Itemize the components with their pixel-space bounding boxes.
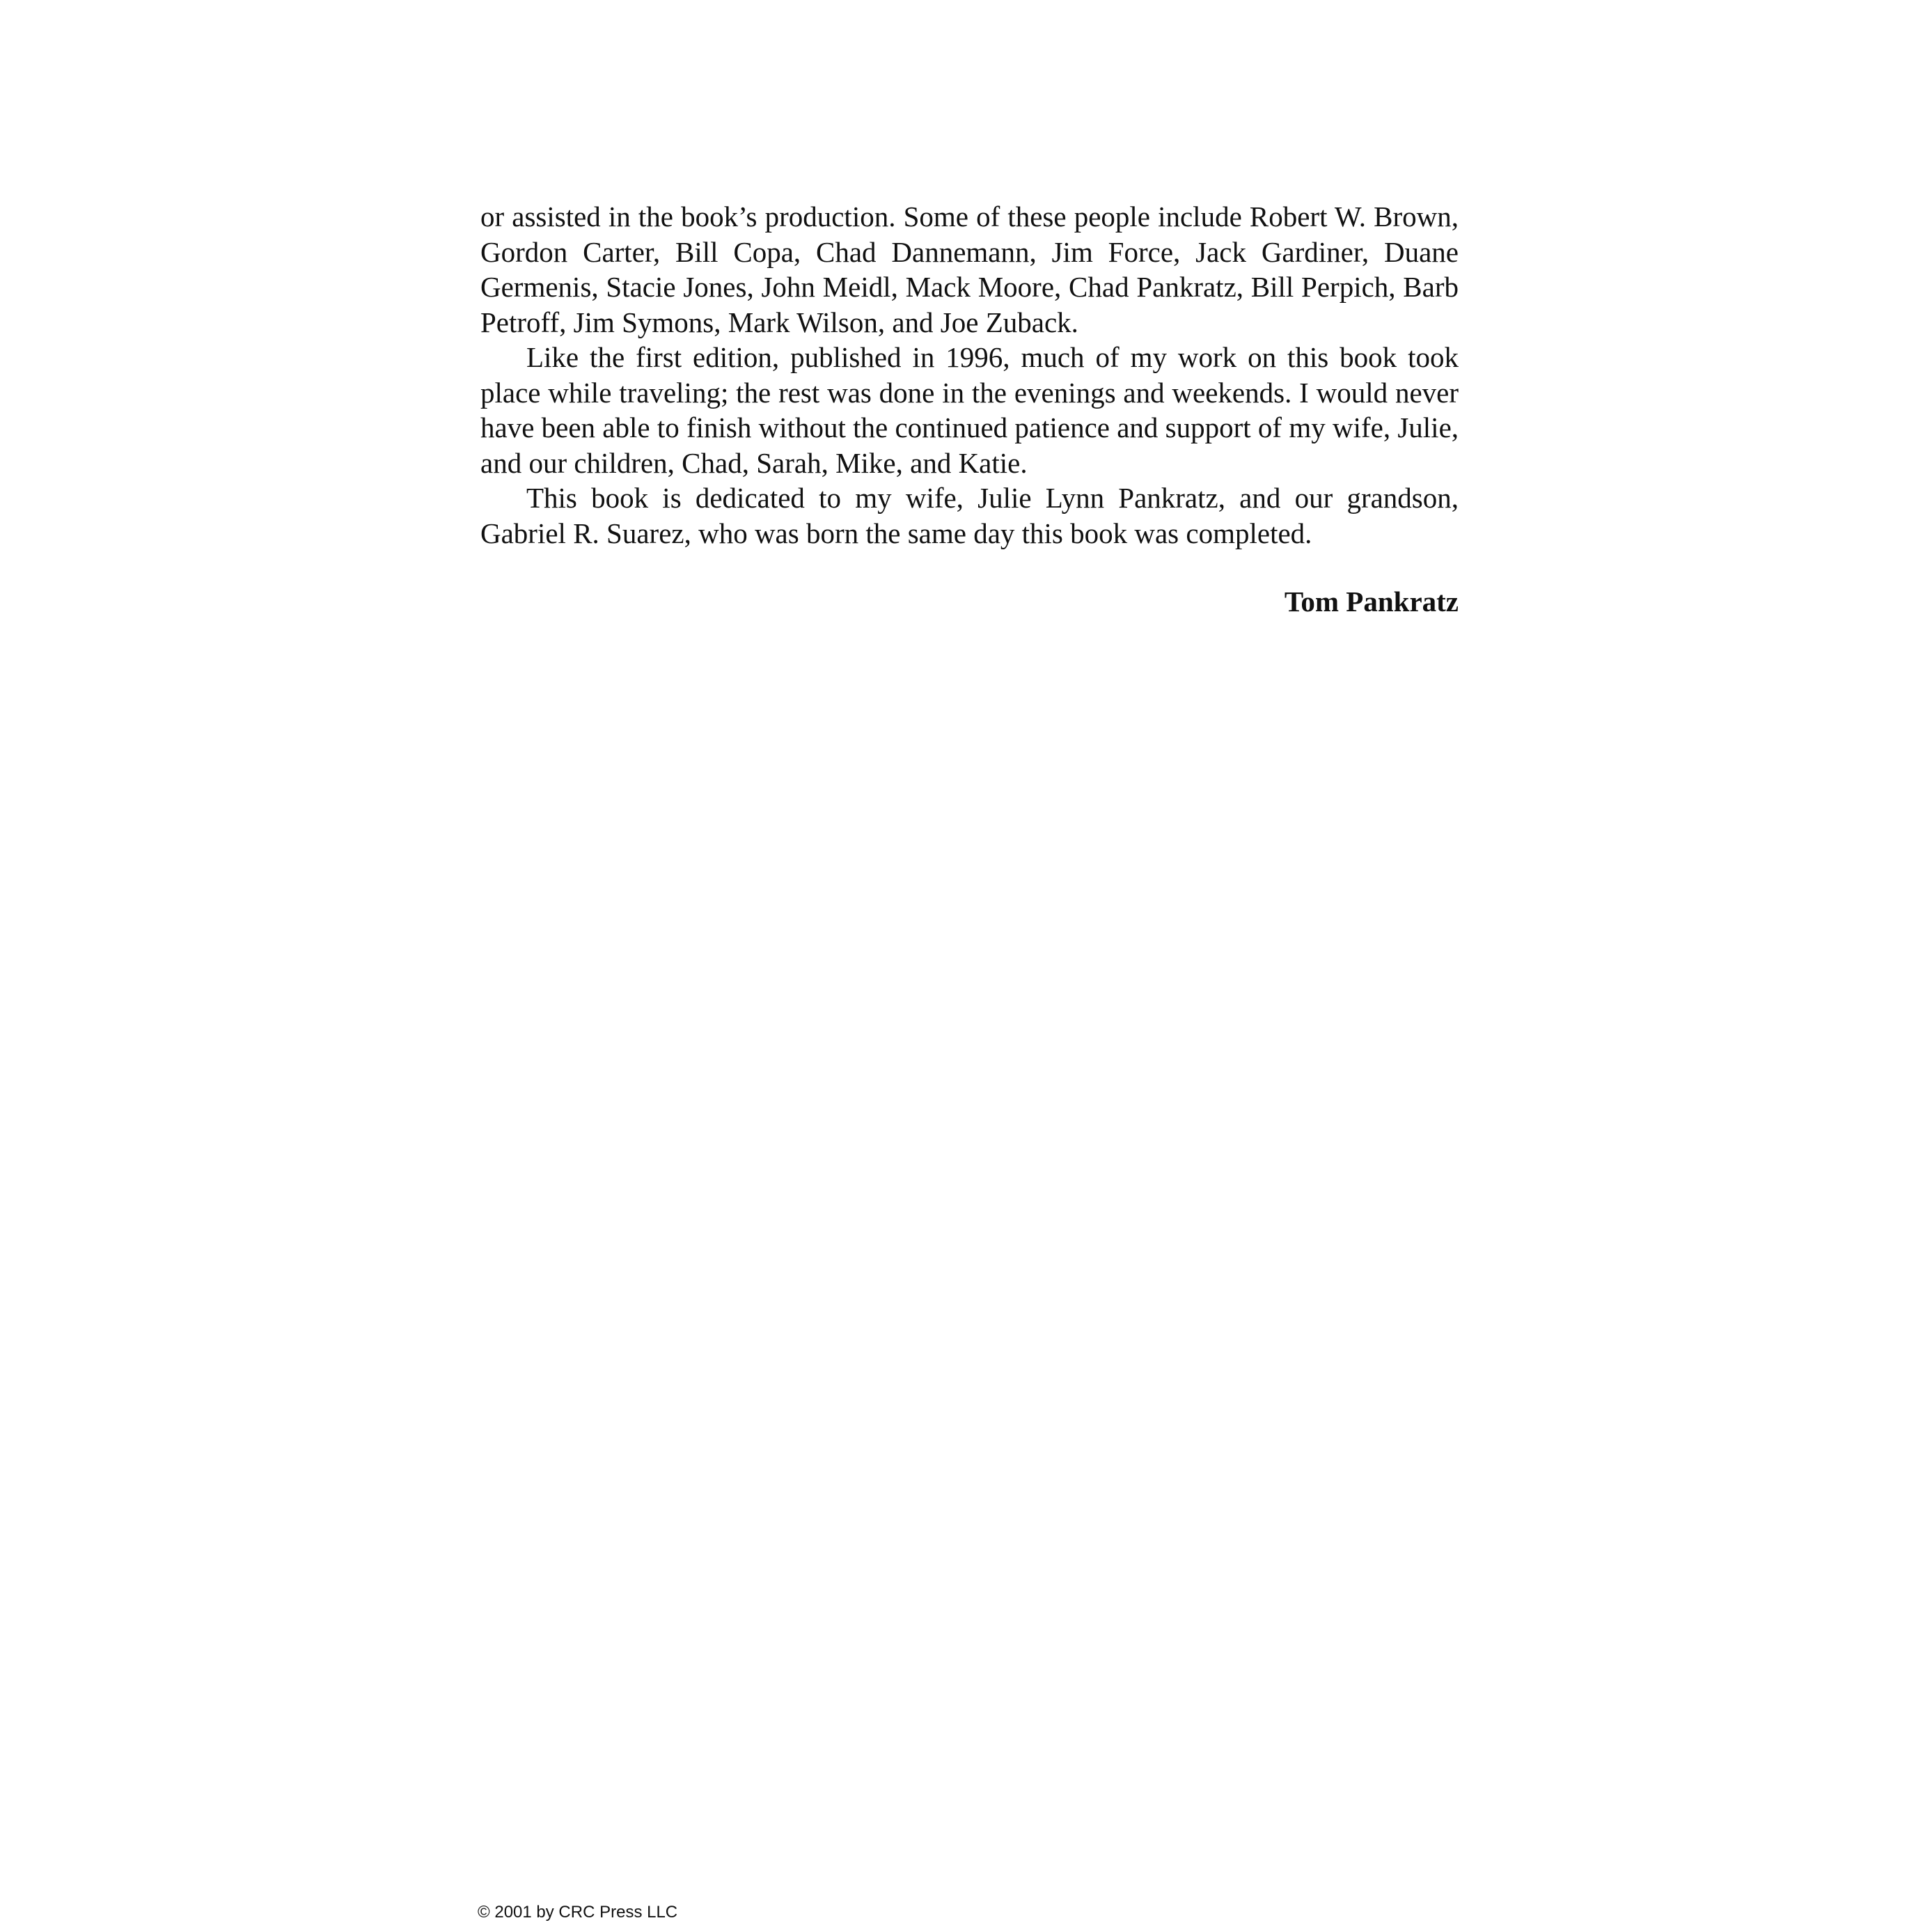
- author-signature: Tom Pankratz: [1284, 586, 1459, 618]
- paragraph-dedication: This book is dedicated to my wife, Julie Lynn Pankratz, and our grandson, Gabriel R. Suarez, who was born the same day this book was completed.: [480, 482, 1459, 549]
- paragraph-first-edition: Like the first edition, published in 1996, much of my work on this book took place while traveling; the rest was done in the evenings and weekends. I would never have been able to finish without the continued patience and support of my wife, Julie, and our children, Chad, Sarah, Mike, and Katie.: [480, 341, 1459, 479]
- preface-text: [480, 199, 1459, 620]
- copyright-notice: © 2001 by CRC Press LLC: [478, 1903, 678, 1922]
- paragraph-acknowledgments: or assisted in the book’s production. Some of these people include Robert W. Brown, Gordon Carter, Bill Copa, Chad Dannemann, Jim Force, Jack Gardiner, Duane Germenis, Stacie Jones, John Meidl, Mack Moore, Chad Pankratz, Bill Perpich, Barb Petroff, Jim Symons, Mark Wilson, and Joe Zuback.: [480, 201, 1459, 338]
